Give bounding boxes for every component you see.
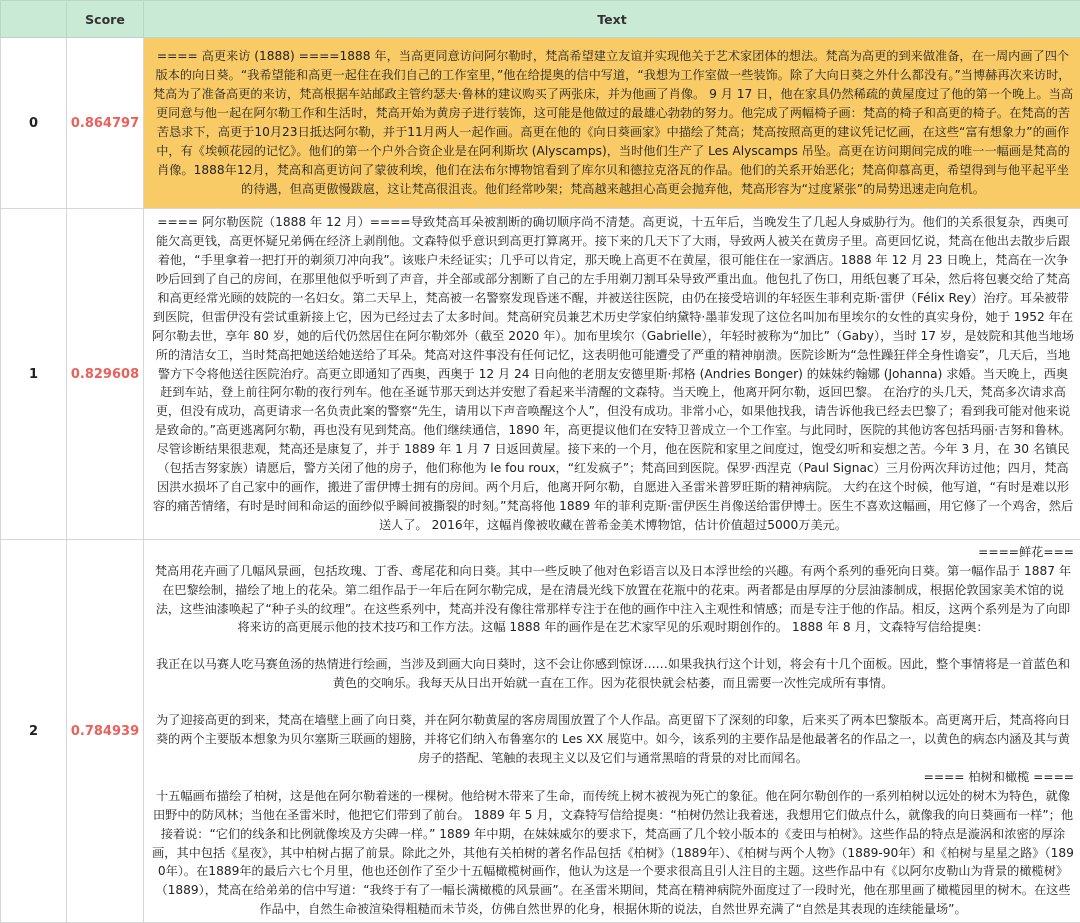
row-text-content: ==== 高更来访 (1888) ====1888 年，当高更同意访问阿尔勒时，梵高希望建立友谊并实现他关于艺术家团体的想法。梵高为高更的到来做准备，在一周内画了四个版本的向日葵。“我希望能和高更一起住在我们自己的工作室里，”他在给提奥的信中写道，“我想为工作室做一些装饰。除了大向日葵之外什么都没有。”当博赫再次来访时，梵高为了准备高更的来访，梵高根据车站邮政主管约瑟夫·鲁林的建议购买了两张床，并为他画了肖像。 9 月 17 日，他在家具仍然稀疏的黄屋度过了他的第一个晚上。当高更同意与他一起在阿尔勒工作和生活时，梵高开始为黄房子进行装饰，这可能是他做过的最雄心勃勃的努力。他完成了两幅椅子画：梵高的椅子和高更的椅子。在梵高的苦苦恳求下，高更于10月23日抵达阿尔勒，并于11月两人一起作画。高更在他的《向日葵画家》中描绘了梵高；梵高按照高更的建议凭记忆画，在这些“富有想象力”的画作中，有《埃顿花园的记忆》。他们的第一个户外合资企业是在阿利斯坎 (Alyscamps)，当时他们生产了 Les Alyscamps 吊坠。高更在访问期间完成的唯一一幅画是梵高的肖像。1888年12月，梵高和高更访问了蒙彼利埃，他们在法布尔博物馆看到了库尔贝和德拉克洛瓦的作品。他们的关系开始恶化；梵高仰慕高更，希望得到与他平起平坐的待遇，但高更傲慢跋扈，这让梵高很沮丧。他们经常吵架；梵高越来越担心高更会抛弃他，梵高形容为“过度紧张”的局势迅速走向危机。 [152, 47, 1074, 198]
section-heading-flowers: ====鲜花=== [152, 543, 1074, 562]
paragraph-flowers-1: 梵高用花卉画了几幅风景画，包括玫瑰、丁香、鸢尾花和向日葵。其中一些反映了他对色彩语言以及日本浮世绘的兴趣。有两个系列的垂死向日葵。第一幅作品于 1887 年在巴黎绘制，描绘了地上的花朵。第二组作品于一年后在阿尔勒完成，是在清晨光线下放置在花瓶中的花束。两者都是由厚厚的分层油漆制成，根据伦敦国家美术馆的说法，这些油漆唤起了“种子头的纹理”。在这些系列中，梵高并没有像往常那样专注于在他的画作中注入主观性和情感；而是专注于他的作品。相反，这两个系列是为了向即将来访的高更展示他的技术技巧和工作方法。这幅 1888 年的画作是在艺术家罕见的乐观时期创作的。 1888 年 8 月，文森特写信给提奥： [152, 562, 1074, 638]
table-row [1, 209, 1080, 540]
row-text [144, 209, 1080, 540]
table-row [1, 38, 1080, 209]
paragraph-gap [152, 693, 1074, 711]
paragraph-gap [152, 637, 1074, 655]
row-index: 0 [1, 38, 67, 209]
paragraph-flowers-quote: 我正在以马赛人吃马赛鱼汤的热情进行绘画，当涉及到画大向日葵时，这不会让你感到惊讶……如果我执行这个计划，将会有十几个面板。因此，整个事情将是一首蓝色和黄色的交响乐。我每天从日出开始就一直在工作。因为花很快就会枯萎，而且需要一次性完成所有事情。 [152, 655, 1074, 693]
row-text [144, 38, 1080, 209]
table-body [1, 38, 1080, 923]
row-index: 1 [1, 209, 67, 540]
table-header [1, 1, 1080, 38]
row-score: 0.829608 [67, 209, 144, 540]
row-index: 2 [1, 540, 67, 923]
paragraph-cypress: 十五幅画布描绘了柏树，这是他在阿尔勒着迷的一棵树。他给树木带来了生命，而传统上树木被视为死亡的象征。他在阿尔勒创作的一系列柏树以远处的树木为特色，就像田野中的防风林；当他在圣雷米时，他把它们带到了前台。 1889 年 5 月，文森特写信给提奥：“柏树仍然让我着迷，我想用它们做点什么，就像我的向日葵画布一样”；他接着说：“它们的线条和比例就像埃及方尖碑一样。” 1889 年中期，在妹妹威尔的要求下，梵高画了几个较小版本的《麦田与柏树》。这些作品的特点是漩涡和浓密的厚涂画，其中包括《星夜》，其中柏树占据了前景。除此之外，其他有关柏树的著名作品包括《柏树》（1889年）、《柏树与两个人物》（1889-90年）和《柏树与星星之路》（1890年）。在1889年的最后六七个月里，他也还创作了至少十五幅橄榄树画作，他认为这是一个要求很高且引人注目的主题。这些作品中有《以阿尔皮勒山为背景的橄榄树》（1889），梵高在给弟弟的信中写道：“我终于有了一幅长满橄榄的风景画”。在圣雷米期间，梵高在精神病院外面度过了一段时光，他在那里画了橄榄园里的树木。在这些作品中，自然生命被渲染得粗糙而未节炎，仿佛自然世界的化身，根据休斯的说法，自然世界充满了“自然是其表现的连续能量场”。 [152, 787, 1074, 919]
paragraph-flowers-2: 为了迎接高更的到来，梵高在墙壁上画了向日葵，并在阿尔勒黄屋的客房周围放置了个人作品。高更留下了深刻的印象，后来买了两本巴黎版本。高更离开后，梵高将向日葵的两个主要版本想象为贝尔塞斯三联画的翅膀，并将它们纳入布鲁塞尔的 Les XX 展览中。如今，该系列的主要作品是他最著名的作品之一，以黄色的病态内涵及其与黄房子的搭配、笔触的表现主义以及它们与通常黑暗的背景的对比而闻名。 [152, 711, 1074, 768]
section-heading-cypress: ==== 柏树和橄榄 ==== [152, 768, 1074, 787]
header-row [1, 1, 1080, 38]
text-column-header: Text [144, 1, 1080, 38]
index-column-header [1, 1, 67, 38]
table-row [1, 540, 1080, 923]
row-score: 0.784939 [67, 540, 144, 923]
row-text-content: ==== 阿尔勒医院（1888 年 12 月）====导致梵高耳朵被割断的确切顺序尚不清楚。高更说，十五年后，当晚发生了几起人身威胁行为。他们的关系很复杂，西奥可能欠高更钱，高更怀疑兄弟俩在经济上剥削他。文森特似乎意识到高更打算离开。接下来的几天下了大雨，导致两人被关在黄房子里。高更回忆说，梵高在他出去散步后跟着他，“手里拿着一把打开的剃须刀冲向我”。该账户未经证实；几乎可以肯定，那天晚上高更不在黄屋，很可能住在一家酒店。1888 年 12 月 23 日晚上，梵高在一次争吵后回到了自己的房间，在那里他似乎听到了声音，并全部或部分割断了自己的左手用剃刀割耳朵导致严重出血。他包扎了伤口，用纸包裹了耳朵，然后将包裹交给了梵高和高更经常光顾的妓院的一名妇女。第二天早上，梵高被一名警察发现昏迷不醒，并被送往医院，由仍在接受培训的年轻医生菲利克斯·雷伊（Félix Rey）治疗。耳朵被带到医院，但雷伊没有尝试重新接上它，因为已经过去了太多时间。梵高研究员兼艺术历史学家伯纳黛特·墨菲发现了这位名叫加布里埃尔的女性的真实身份，她于 1952 年在阿尔勒去世，享年 80 岁，她的后代仍然居住在阿尔勒郊外（截至 2020 年）。加布里埃尔（Gabrielle），年轻时被称为“加比”（Gaby），当时 17 岁，是妓院和其他当地场所的清洁女工，当时梵高把她送给她送给了耳朵。梵高对这件事没有任何记忆，这表明他可能遭受了严重的精神崩溃。医院诊断为“急性躁狂伴全身性谵妄”，几天后，当地警方下令将他送往医院治疗。高更立即通知了西奥，西奥于 12 月 24 日向他的老朋友安德里斯·邦格 (Andries Bonger) 的妹妹约翰娜 (Johanna) 求婚。当天晚上，西奥赶到车站，登上前往阿尔勒的夜行列车。他在圣诞节那天到达并安慰了看起来半清醒的文森特。当天晚上，他离开阿尔勒，返回巴黎。 在治疗的头几天，梵高多次请求高更，但没有成功，高更请求一名负责此案的警察“先生，请用以下声音唤醒这个人”，但没有成功。非常小心，如果他找我，请告诉他我已经去巴黎了；看到我可能对他来说是致命的。”高更逃离阿尔勒，再也没有见到梵高。他们继续通信，1890 年，高更提议他们在安特卫普成立一个工作室。与此同时，医院的其他访客包括玛丽·吉努和鲁林。尽管诊断结果很悲观，梵高还是康复了，并于 1889 年 1 月 7 日返回黄屋。接下来的一个月，他在医院和家里之间度过，饱受幻听和妄想之苦。今年 3 月，在 30 名镇民（包括吉努家族）请愿后，警方关闭了他的房子，他们称他为 le fou roux，“红发疯子”；梵高回到医院。保罗·西涅克（Paul Signac）三月份两次拜访过他；四月，梵高因洪水损坏了自己家中的画作，搬进了雷伊博士拥有的房间。两个月后，他离开阿尔勒，自愿进入圣雷米普罗旺斯的精神病院。 大约在这个时候，他写道，“有时是难以形容的痛苦情绪，有时是时间和命运的面纱似乎瞬间被撕裂的时刻。”梵高将他 1889 年的菲利克斯·雷伊医生肖像送给雷伊博士。医生不喜欢这幅画，用它修了一个鸡舍，然后送人了。 2016年，这幅肖像被收藏在普希金美术博物馆，估计价值超过5000万美元。 [152, 213, 1074, 534]
row-text [144, 540, 1080, 923]
score-column-header: Score [67, 1, 144, 38]
row-text-content [152, 543, 1074, 919]
row-score: 0.864797 [67, 38, 144, 209]
